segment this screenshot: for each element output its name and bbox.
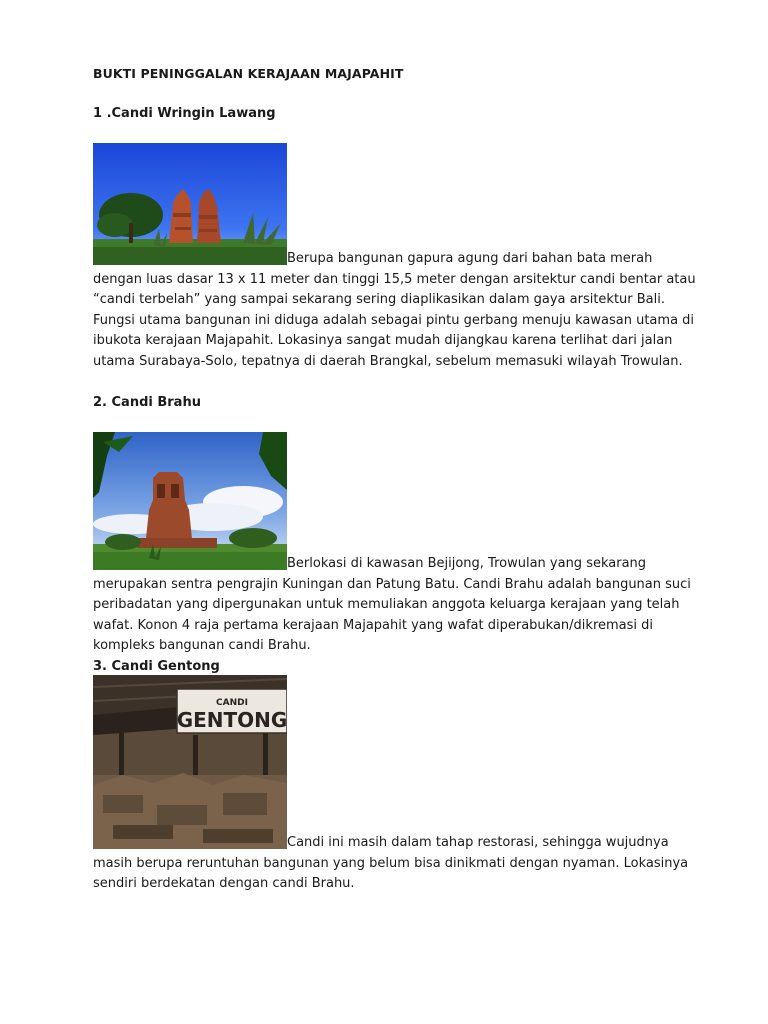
photo-candi-gentong bbox=[93, 675, 287, 849]
section-paragraph-gentong: Candi ini masih dalam tahap restorasi, sehingga wujudnya masih berupa reruntuhan bangunan yang belum bisa dinikmati dengan nyaman. Lokasinya sendiri berdekatan dengan candi Brahu. bbox=[93, 835, 689, 892]
sign-text-small: CANDI bbox=[216, 698, 248, 708]
section-heading-wringin-lawang: 1 .Candi Wringin Lawang bbox=[93, 106, 276, 121]
sign-text-big: GENTONG bbox=[176, 708, 287, 732]
section-heading-brahu: 2. Candi Brahu bbox=[93, 395, 201, 410]
section-paragraph-brahu: Berlokasi di kawasan Bejijong, Trowulan yang sekarang merupakan sentra pengrajin Kuningan dan Patung Batu. Candi Brahu adalah bangunan suci peribadatan yang dipergunakan untuk memuliakan anggota keluarga kerajaan yang telah wafat. Konon 4 raja pertama kerajaan Majapahit yang wafat diperabukan/dikremasi di kompleks bangunan candi Brahu. bbox=[93, 556, 691, 654]
section-heading-gentong: 3. Candi Gentong bbox=[93, 659, 220, 674]
photo-candi-brahu bbox=[93, 432, 287, 570]
photo-candi-wringin-lawang bbox=[93, 143, 287, 265]
section-paragraph-wringin-lawang: Berupa bangunan gapura agung dari bahan bata merah dengan luas dasar 13 x 11 meter dan tinggi 15,5 meter dengan arsitektur candi bentar atau “candi terbelah” yang sampai sekarang sering diaplikasikan dalam gaya arsitektur Bali. Fungsi utama bangunan ini diduga adalah sebagai pintu gerbang menuju kawasan utama di ibukota kerajaan Majapahit. Lokasinya sangat mudah dijangkau karena terlihat dari jalan utama Surabaya-Solo, tepatnya di daerah Brangkal, sebelum memasuki wilayah Trowulan. bbox=[93, 251, 696, 369]
document-title: BUKTI PENINGGALAN KERAJAAN MAJAPAHIT bbox=[93, 66, 404, 81]
